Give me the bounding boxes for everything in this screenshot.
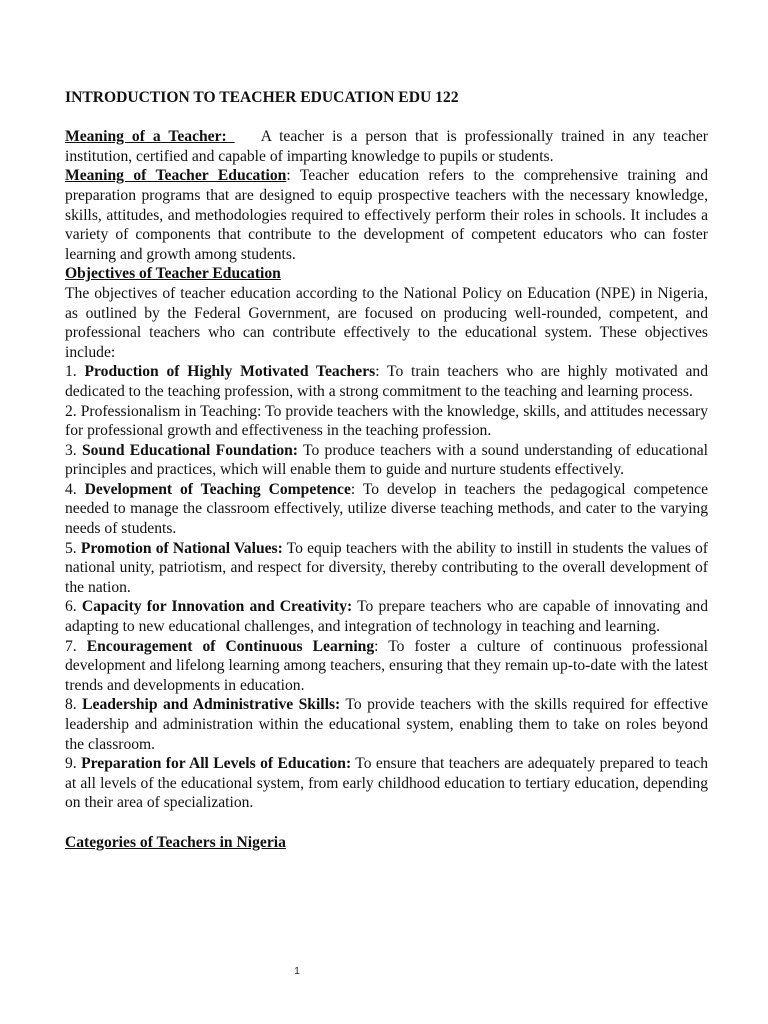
objective-text: : To train teachers who are highly motivated and dedicated to the teaching profession, with a strong commitment to the teaching and learning process. — [65, 363, 709, 400]
objective-text: To produce teachers with a sound understanding of educational principles and practices, which will enable them to guide and nurture students effectively. — [65, 441, 709, 479]
categories-heading: Categories of Teachers in Nigeria — [65, 833, 286, 851]
objectives-heading: Objectives of Teacher Education — [65, 265, 281, 283]
objective-text: To prepare teachers who are capable of innovating and adapting to new educational challenges, and integration of technology in teaching and learning. — [65, 598, 709, 636]
objective-item — [65, 597, 708, 636]
objective-title: Encouragement of Continuous Learning — [86, 637, 375, 655]
teacher-education-definition — [65, 166, 708, 264]
objective-item — [65, 402, 708, 441]
objective-title: Preparation for All Levels of Education: — [81, 755, 352, 773]
objective-number: 9. — [65, 755, 82, 773]
blank-line — [65, 813, 708, 833]
objective-text: : To develop in teachers the pedagogical competence needed to manage the classroom effectively, utilize diverse teaching methods, and cater to the varying needs of students. — [65, 480, 708, 538]
objective-item — [65, 539, 708, 598]
objective-title: Promotion of National Values: — [80, 539, 283, 557]
objective-number: 7. — [65, 637, 87, 655]
teacher-education-text: : Teacher education refers to the comprehensive training and preparation programs that are designed to equip prospective teachers with the necessary knowledge, skills, attitudes, and methodologies required to effectively perform their roles in schools. It includes a variety of components that contribute to the development of competent educators who can foster learning and growth among students. — [65, 167, 708, 263]
objectives-list — [65, 362, 708, 813]
objective-item — [65, 637, 708, 696]
objective-text: : To foster a culture of continuous professional development and lifelong learning among teachers, ensuring that they remain up-to-date with the latest trends and developments in education. — [65, 637, 709, 694]
teacher-definition — [65, 127, 708, 166]
objective-item — [65, 362, 708, 401]
teacher-definition-text: A teacher is a person that is professionally trained in any teacher institution, certified and capable of imparting knowledge to pupils or students. — [65, 128, 708, 165]
teacher-education-label: Meaning of Teacher Education — [65, 167, 287, 185]
objective-item — [65, 754, 708, 813]
teacher-definition-label: Meaning of a Teacher: — [65, 128, 235, 146]
objective-title: Production of Highly Motivated Teachers — [84, 363, 376, 381]
objective-title: Capacity for Innovation and Creativity: — [81, 598, 353, 616]
objective-number: 3. — [65, 441, 82, 459]
objective-item — [65, 441, 708, 480]
objective-title: Development of Teaching Competence — [84, 480, 351, 498]
objective-number: 1. — [65, 363, 85, 381]
objective-text: To provide teachers with the skills required for effective leadership and administration within the educational system, enabling them to take on roles beyond the classroom. — [65, 696, 708, 753]
objective-number: 2. — [65, 402, 81, 420]
objective-text: To equip teachers with the ability to instill in students the values of national unity, patriotism, and respect for diversity, thereby contributing to the overall development of the nation. — [65, 539, 708, 596]
objective-text: Professionalism in Teaching: To provide teachers with the knowledge, skills, and attitudes necessary for professional growth and effectiveness in the teaching profession. — [65, 402, 708, 440]
objective-number: 5. — [65, 539, 81, 557]
page-number: 1 — [294, 966, 300, 977]
objective-title: Sound Educational Foundation: — [82, 441, 298, 459]
objectives-intro: The objectives of teacher education according to the National Policy on Education (NPE) in Nigeria, as outlined by the Federal Government, are focused on producing well-rounded, competent, and professional teachers who can contribute effectively to the educational system. These objectives include: — [65, 284, 708, 361]
objective-title: Leadership and Administrative Skills: — [82, 696, 341, 714]
objective-number: 6. — [65, 598, 82, 616]
objective-text: To ensure that teachers are adequately prepared to teach at all levels of the educational system, from early childhood education to tertiary education, depending on their area of specialization. — [65, 755, 708, 812]
objective-item — [65, 695, 708, 754]
objective-item — [65, 480, 708, 539]
document-page — [65, 88, 708, 852]
blank-line — [65, 108, 708, 128]
objective-number: 4. — [65, 480, 85, 498]
objective-number: 8. — [65, 696, 83, 714]
document-title: INTRODUCTION TO TEACHER EDUCATION EDU 122 — [65, 89, 459, 106]
